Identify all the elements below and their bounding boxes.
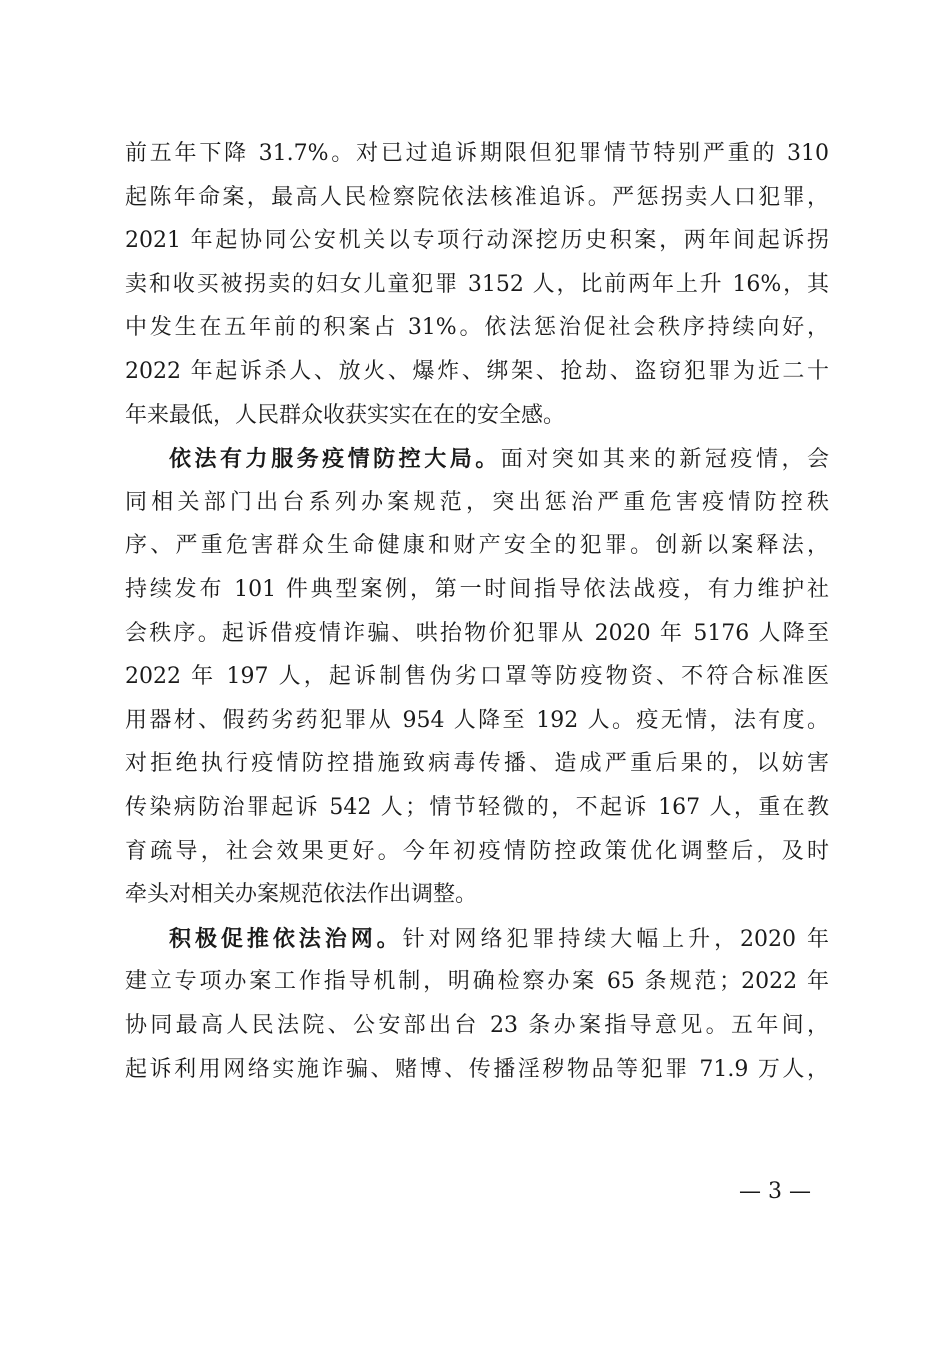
paragraph-line: 序、严重危害群众生命健康和财产安全的犯罪。创新以案释法， xyxy=(125,533,829,558)
paragraph-line: 传染病防治罪起诉 542 人；情节轻微的，不起诉 167 人，重在教 xyxy=(125,795,829,820)
paragraph-line: 对拒绝执行疫情防控措施致病毒传播、造成严重后果的，以妨害 xyxy=(125,751,829,776)
paragraph-line: 用器材、假药劣药犯罪从 954 人降至 192 人。疫无情，法有度。 xyxy=(125,708,829,733)
paragraph-line: 2022 年起诉杀人、放火、爆炸、绑架、抢劫、盗窃犯罪为近二十 xyxy=(125,359,829,384)
paragraph-first-line xyxy=(169,439,829,479)
paragraph-line: 2022 年 197 人，起诉制售伪劣口罩等防疫物资、不符合标准医 xyxy=(125,664,829,689)
paragraph-line: 牵头对相关办案规范依法作出调整。 xyxy=(125,882,478,907)
paragraph-text: 针对网络犯罪持续大幅上升，2020 年 xyxy=(402,927,829,952)
paragraph-line: 持续发布 101 件典型案例，第一时间指导依法战疫，有力维护社 xyxy=(125,577,829,602)
paragraph-text: 面对突如其来的新冠疫情，会 xyxy=(500,447,829,472)
paragraph-line: 卖和收买被拐卖的妇女儿童犯罪 3152 人，比前两年上升 16%，其 xyxy=(125,272,829,297)
paragraph-heading: 依法有力服务疫情防控大局。 xyxy=(169,446,501,472)
paragraph-line: 起陈年命案，最高人民检察院依法核准追诉。严惩拐卖人口犯罪， xyxy=(125,185,829,210)
paragraph-line: 育疏导，社会效果更好。今年初疫情防控政策优化调整后，及时 xyxy=(125,839,829,864)
paragraph-line: 年来最低，人民群众收获实实在在的安全感。 xyxy=(125,403,566,428)
paragraph-line: 同相关部门出台系列办案规范，突出惩治严重危害疫情防控秩 xyxy=(125,490,829,515)
paragraph-line: 协同最高人民法院、公安部出台 23 条办案指导意见。五年间， xyxy=(125,1013,829,1038)
paragraph-line: 前五年下降 31.7%。对已过追诉期限但犯罪情节特别严重的 310 xyxy=(125,141,829,166)
paragraph-heading: 积极促推依法治网。 xyxy=(169,926,403,952)
paragraph-line: 会秩序。起诉借疫情诈骗、哄抬物价犯罪从 2020 年 5176 人降至 xyxy=(125,621,829,646)
paragraph-line: 起诉利用网络实施诈骗、赌博、传播淫秽物品等犯罪 71.9 万人， xyxy=(125,1057,829,1082)
paragraph-first-line xyxy=(169,919,829,959)
paragraph-line: 中发生在五年前的积案占 31%。依法惩治促社会秩序持续向好， xyxy=(125,315,829,340)
paragraph-line: 2021 年起协同公安机关以专项行动深挖历史积案，两年间起诉拐 xyxy=(125,228,829,253)
page-number: — 3 — xyxy=(739,1179,811,1204)
paragraph-line: 建立专项办案工作指导机制，明确检察办案 65 条规范；2022 年 xyxy=(125,969,829,994)
